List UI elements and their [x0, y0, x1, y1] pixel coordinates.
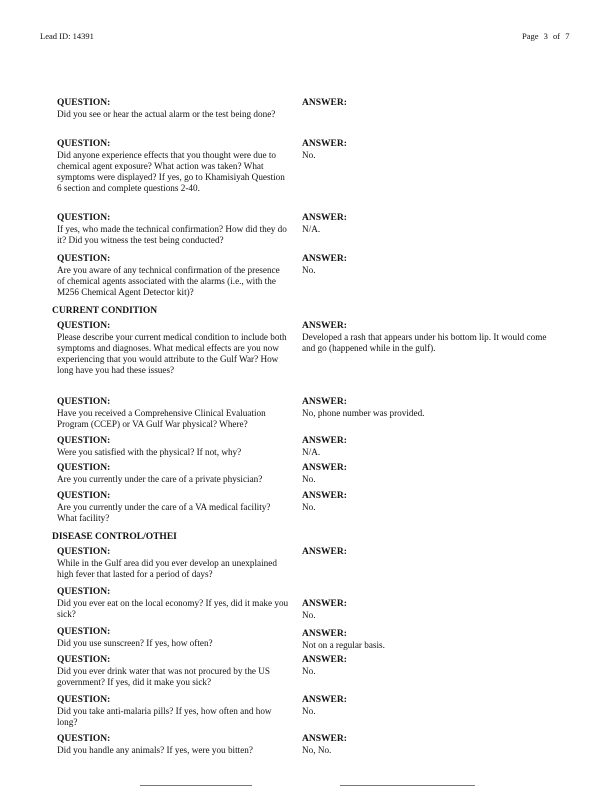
answer-label: ANSWER: — [302, 599, 347, 609]
question-text: Did anyone experience effects that you thought were due to chemical agent exposure? What action was taken? What symptoms were displayed? If yes, go to Khamisiyah Question 6 section and complete questions 2-40. — [57, 150, 285, 193]
answer-block — [302, 212, 552, 235]
question-block — [57, 586, 289, 620]
answer-label: ANSWER: — [302, 436, 347, 446]
answer-label: ANSWER: — [302, 139, 347, 149]
page-current: 3 — [543, 31, 548, 41]
question-text: While in the Gulf area did you ever develop an unexplained high fever that lasted for a period of days? — [57, 558, 277, 579]
question-label: QUESTION: — [57, 734, 111, 744]
question-label: QUESTION: — [57, 655, 111, 665]
lead-id: Lead ID: 14391 — [40, 31, 94, 41]
question-text: Were you satisfied with the physical? If not, why? — [57, 447, 242, 457]
question-label: QUESTION: — [57, 547, 111, 557]
question-label: QUESTION: — [57, 491, 111, 501]
page-label: Page — [522, 31, 539, 41]
answer-block — [302, 733, 552, 756]
question-text: Did you take anti-malaria pills? If yes, how often and how long? — [57, 706, 272, 727]
answer-text: No. — [302, 666, 316, 676]
answer-text: No. — [302, 610, 316, 620]
answer-label: ANSWER: — [302, 547, 347, 557]
answer-label: ANSWER: — [302, 98, 347, 108]
question-label: QUESTION: — [57, 695, 111, 705]
answer-block — [302, 490, 552, 513]
answer-label: ANSWER: — [302, 655, 347, 665]
answer-block — [302, 320, 552, 354]
question-text: Are you currently under the care of a VA medical facility? What facility? — [57, 502, 271, 523]
question-text: Are you currently under the care of a private physician? — [57, 474, 263, 484]
footer-rule-left — [140, 785, 252, 786]
question-text: Did you ever drink water that was not procured by the US government? If yes, did it make you sick? — [57, 666, 271, 687]
section-current-condition: CURRENT CONDITION — [52, 306, 158, 316]
question-block — [57, 462, 289, 485]
question-label: QUESTION: — [57, 98, 111, 108]
question-text: Please describe your current medical condition to include both symptoms and diagnoses. What medical effects are you now experiencing that you would attribute to the Gulf War? How long have you had these issues? — [57, 332, 287, 375]
answer-label: ANSWER: — [302, 213, 347, 223]
answer-text: No. — [302, 502, 316, 512]
question-block — [57, 490, 289, 524]
answer-block — [302, 253, 552, 276]
question-label: QUESTION: — [57, 213, 111, 223]
answer-text: N/A. — [302, 224, 321, 234]
answer-block — [302, 598, 552, 621]
question-text: Did you handle any animals? If yes, were you bitten? — [57, 745, 253, 755]
question-block — [57, 626, 289, 649]
answer-label: ANSWER: — [302, 321, 347, 331]
question-block — [57, 97, 289, 120]
question-block — [57, 396, 289, 430]
question-label: QUESTION: — [57, 463, 111, 473]
question-label: QUESTION: — [57, 321, 111, 331]
answer-text: No. — [302, 474, 316, 484]
answer-block — [302, 628, 552, 651]
question-text: Did you see or hear the actual alarm or the test being done? — [57, 109, 276, 119]
answer-text: No, No. — [302, 745, 332, 755]
question-text: Did you ever eat on the local economy? If yes, did it make you sick? — [57, 598, 289, 619]
answer-label: ANSWER: — [302, 491, 347, 501]
question-label: QUESTION: — [57, 254, 111, 264]
question-text: Did you use sunscreen? If yes, how often? — [57, 638, 213, 648]
answer-label: ANSWER: — [302, 397, 347, 407]
question-block — [57, 320, 289, 376]
question-block — [57, 253, 289, 298]
question-text: Are you aware of any technical confirmation of the presence of chemical agents associated with the alarms (i.e., with the M256 Chemical Agent Detector kit)? — [57, 265, 280, 297]
answer-block — [302, 694, 552, 717]
answer-text: No. — [302, 265, 316, 275]
answer-label: ANSWER: — [302, 254, 347, 264]
question-block — [57, 733, 289, 756]
question-label: QUESTION: — [57, 627, 111, 637]
answer-text: No. — [302, 150, 316, 160]
question-text: Have you received a Comprehensive Clinical Evaluation Program (CCEP) or VA Gulf War physical? Where? — [57, 408, 266, 429]
answer-text: N/A. — [302, 447, 321, 457]
page-number — [522, 31, 573, 41]
answer-label: ANSWER: — [302, 629, 347, 639]
question-block — [57, 435, 289, 458]
question-label: QUESTION: — [57, 397, 111, 407]
answer-text: Developed a rash that appears under his bottom lip. It would come and go (happened while in the gulf). — [302, 332, 547, 353]
question-block — [57, 138, 289, 194]
question-text: If yes, who made the technical confirmation? How did they do it? Did you witness the test being conducted? — [57, 224, 287, 245]
question-label: QUESTION: — [57, 436, 111, 446]
answer-text: No. — [302, 706, 316, 716]
page-total: 7 — [565, 31, 570, 41]
answer-block — [302, 138, 552, 161]
question-label: QUESTION: — [57, 587, 111, 597]
question-block — [57, 694, 289, 728]
answer-block — [302, 435, 552, 458]
answer-text: Not on a regular basis. — [302, 640, 385, 650]
question-block — [57, 654, 289, 688]
answer-label: ANSWER: — [302, 734, 347, 744]
section-disease-control: DISEASE CONTROL/OTHEI — [52, 532, 177, 542]
question-block — [57, 546, 289, 580]
answer-block — [302, 654, 552, 677]
answer-label: ANSWER: — [302, 463, 347, 473]
footer-rule-right — [340, 785, 475, 786]
answer-block — [302, 462, 552, 485]
answer-text: No, phone number was provided. — [302, 408, 425, 418]
answer-block — [302, 546, 552, 558]
answer-label: ANSWER: — [302, 695, 347, 705]
question-label: QUESTION: — [57, 139, 111, 149]
answer-block — [302, 97, 552, 109]
answer-block — [302, 396, 552, 419]
question-block — [57, 212, 289, 246]
page-of: of — [553, 31, 561, 41]
